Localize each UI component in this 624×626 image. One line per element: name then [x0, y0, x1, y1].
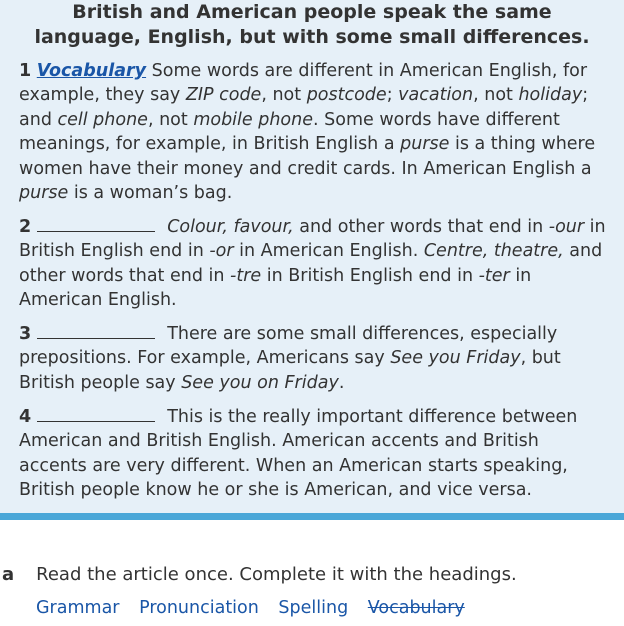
title-line-2: language, English, but with some small differences.	[34, 26, 590, 48]
text: , not	[147, 109, 194, 130]
text: and other words that end in	[293, 217, 549, 237]
text: This is the really important difference between American and British English. American accents and British accents are very different. When an American starts speaking, British people know he or she is American, and vice versa.	[19, 407, 578, 501]
text: Some words are different in American English, for example, they say	[19, 61, 588, 106]
paragraph-number: 4	[19, 407, 32, 427]
exercise-letter: a	[2, 564, 15, 585]
italic-text: -ter	[478, 265, 510, 286]
italic-text: holiday	[518, 85, 583, 106]
italic-text: -tre	[230, 265, 262, 286]
italic-text: Colour, favour,	[167, 217, 294, 237]
italic-text: purse	[19, 183, 69, 204]
word-spelling[interactable]: Spelling	[278, 598, 349, 618]
paragraph-3	[19, 322, 609, 395]
paragraph-2	[19, 215, 609, 313]
heading-blank[interactable]	[37, 407, 155, 422]
text: in British English end in	[19, 217, 606, 262]
title-line-1: British and American people speak the same	[72, 1, 552, 23]
italic-text: cell phone	[57, 109, 148, 130]
heading-blank[interactable]	[37, 217, 155, 232]
exercise-instruction	[2, 563, 517, 587]
exercise-text: Read the article once. Complete it with the headings.	[36, 564, 517, 585]
text: , not	[261, 85, 307, 106]
word-grammar[interactable]: Grammar	[36, 598, 120, 618]
text: , not	[473, 85, 519, 106]
italic-text: Centre, theatre,	[423, 241, 564, 262]
italic-text: See you on Friday	[181, 372, 339, 393]
italic-text: postcode	[306, 85, 387, 106]
text: in British English end in	[261, 265, 479, 286]
word-pronunciation[interactable]: Pronunciation	[139, 598, 259, 618]
text: in American English.	[19, 265, 532, 311]
paragraph-4	[19, 405, 609, 503]
italic-text: See you Friday	[390, 348, 521, 369]
text: .	[338, 372, 345, 393]
italic-text: -our	[548, 217, 585, 237]
italic-text: purse	[400, 134, 450, 155]
italic-text: ZIP code	[185, 85, 262, 106]
text: There are some small differences, especially prepositions. For example, Americans say	[19, 324, 558, 369]
paragraph-number: 1	[19, 61, 32, 81]
paragraph-number: 3	[19, 324, 32, 344]
heading-blank[interactable]	[37, 324, 155, 339]
word-vocabulary-crossed-out[interactable]: Vocabulary	[367, 598, 465, 618]
text: , but British people say	[19, 348, 561, 393]
article-title	[0, 0, 624, 50]
paragraph-1	[19, 59, 609, 205]
italic-text: mobile phone	[193, 109, 313, 130]
text: and other words that end in	[19, 241, 603, 286]
text: in American English.	[233, 241, 424, 262]
text: ; and	[19, 85, 589, 130]
paragraph-heading-vocabulary: Vocabulary	[36, 61, 147, 81]
heading-word-bank	[36, 596, 479, 620]
paragraph-number: 2	[19, 217, 32, 237]
text: is a woman’s bag.	[68, 183, 233, 204]
italic-text: vacation	[398, 85, 474, 106]
text: is a thing where women have their money and credit cards. In American English a	[19, 134, 596, 179]
text: . Some words have different meanings, for example, in British English a	[19, 109, 560, 155]
text: ;	[386, 85, 399, 106]
italic-text: -or	[209, 241, 234, 262]
